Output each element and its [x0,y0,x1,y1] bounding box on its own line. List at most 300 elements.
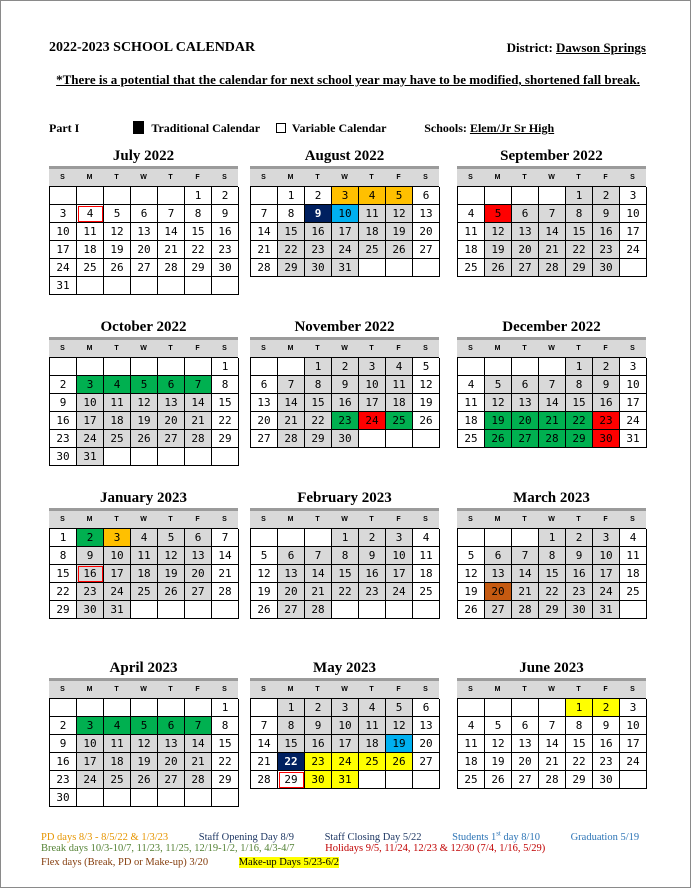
day-cell: 1 [566,358,593,376]
weekday-label: M [494,686,501,693]
day-cell: 12 [386,717,413,735]
day-cell: 30 [50,789,77,807]
empty-cell [158,789,185,807]
day-cell: 29 [539,601,566,619]
day-cell: 18 [458,753,485,771]
day-cell: 11 [620,547,647,565]
day-cell: 23 [50,771,77,789]
empty-cell [539,358,566,376]
day-cell: 14 [512,565,539,583]
day-cell: 28 [158,259,185,277]
empty-cell [158,601,185,619]
weekday-label: M [287,174,294,181]
day-cell: 19 [458,583,485,601]
empty-cell [251,699,278,717]
day-cell: 14 [278,394,305,412]
month-name: September 2022 [500,148,603,164]
day-cell: 1 [539,529,566,547]
day-cell: 16 [50,412,77,430]
day-cell: 22 [278,753,305,771]
day-cell: 27 [278,601,305,619]
weekday-label: T [576,686,581,693]
day-cell: 26 [485,430,512,448]
day-cell: 16 [566,565,593,583]
day-cell: 20 [251,412,278,430]
day-cell: 4 [620,529,647,547]
empty-cell [485,699,512,717]
day-cell: 14 [539,394,566,412]
weekday-label: M [86,345,93,352]
day-cell: 21 [512,583,539,601]
month-calendar [49,488,238,619]
weekday-label: S [60,345,65,352]
day-cell: 8 [332,547,359,565]
weekday-label: S [423,516,428,523]
day-cell: 29 [212,771,239,789]
day-cell: 18 [386,394,413,412]
day-cell: 18 [359,223,386,241]
day-cell: 12 [413,376,440,394]
weekday-label: T [114,516,119,523]
month-name: December 2022 [502,319,601,335]
weekday-label: F [195,174,200,181]
day-cell: 30 [593,771,620,789]
day-cell: 13 [413,717,440,735]
day-cell: 28 [539,771,566,789]
weekday-label: T [522,516,527,523]
month-calendar [49,146,238,295]
day-cell: 30 [332,430,359,448]
day-cell: 18 [620,565,647,583]
day-cell: 23 [593,241,620,259]
empty-cell [50,358,77,376]
day-cell: 1 [212,358,239,376]
day-cell: 15 [332,565,359,583]
empty-cell [185,448,212,466]
day-cell: 11 [77,223,104,241]
weekday-label: S [261,686,266,693]
legend-makeup-days: Make-up Days 5/23-6/2 [238,857,340,868]
day-cell: 26 [458,601,485,619]
day-cell: 26 [131,430,158,448]
day-cell: 23 [332,412,359,430]
day-cell: 2 [50,717,77,735]
day-cell: 15 [212,735,239,753]
day-cell: 19 [413,394,440,412]
day-cell: 27 [158,430,185,448]
weekday-header [49,337,238,357]
day-cell: 8 [212,717,239,735]
weekday-label: M [494,174,501,181]
day-cell: 6 [512,376,539,394]
day-grid [250,698,439,789]
day-grid [49,528,238,619]
day-cell: 5 [131,376,158,394]
day-cell: 7 [212,529,239,547]
day-cell: 25 [620,583,647,601]
day-cell: 29 [278,259,305,277]
day-cell: 21 [251,241,278,259]
empty-cell [131,601,158,619]
day-cell: 17 [593,565,620,583]
day-cell: 2 [593,358,620,376]
weekday-label: W [341,174,348,181]
empty-cell [131,277,158,295]
day-cell: 17 [386,565,413,583]
day-cell: 22 [566,753,593,771]
schools-label: Schools: [424,121,467,135]
day-cell: 2 [359,529,386,547]
day-grid [457,698,646,789]
day-cell: 20 [158,753,185,771]
weekday-label: S [261,516,266,523]
weekday-label: S [468,686,473,693]
day-cell: 7 [251,205,278,223]
day-cell: 24 [620,412,647,430]
day-cell: 8 [539,547,566,565]
day-cell: 10 [620,376,647,394]
weekday-header [457,678,646,698]
day-cell: 4 [104,376,131,394]
day-cell: 8 [278,717,305,735]
day-cell: 1 [305,358,332,376]
weekday-label: W [548,686,555,693]
empty-cell [104,789,131,807]
weekday-label: F [396,345,401,352]
day-cell: 26 [413,412,440,430]
day-cell: 25 [359,753,386,771]
day-cell: 21 [212,565,239,583]
day-cell: 9 [359,547,386,565]
day-cell: 3 [593,529,620,547]
empty-cell [131,699,158,717]
day-cell: 4 [359,187,386,205]
day-cell: 27 [512,259,539,277]
day-cell: 12 [386,205,413,223]
weekday-label: W [341,345,348,352]
weekday-header [49,508,238,528]
day-cell: 24 [620,241,647,259]
day-cell: 14 [185,735,212,753]
day-cell: 27 [158,771,185,789]
weekday-label: S [468,516,473,523]
empty-cell [104,448,131,466]
weekday-label: F [603,686,608,693]
month-name: January 2023 [99,490,188,506]
month-calendar [250,317,439,448]
month-name: April 2023 [109,660,178,676]
day-cell: 13 [278,565,305,583]
day-cell: 15 [566,394,593,412]
day-cell: 10 [77,394,104,412]
day-cell: 19 [131,753,158,771]
day-cell: 5 [485,717,512,735]
day-cell: 30 [593,259,620,277]
day-cell: 21 [539,412,566,430]
empty-cell [212,448,239,466]
day-cell: 20 [485,583,512,601]
empty-cell [359,771,386,789]
day-cell: 20 [413,223,440,241]
day-cell: 9 [566,547,593,565]
day-cell: 8 [566,376,593,394]
day-cell: 14 [305,565,332,583]
day-cell: 17 [332,223,359,241]
day-cell: 19 [485,412,512,430]
weekday-label: S [261,174,266,181]
day-cell: 16 [305,223,332,241]
weekday-label: F [603,345,608,352]
empty-cell [278,529,305,547]
weekday-header [49,166,238,186]
day-cell: 7 [512,547,539,565]
day-cell: 6 [413,187,440,205]
empty-cell [50,187,77,205]
legend-row-3 [41,857,367,868]
day-cell: 26 [485,259,512,277]
empty-cell [458,699,485,717]
day-cell: 4 [458,376,485,394]
day-grid [49,698,238,807]
day-cell: 10 [593,547,620,565]
day-cell: 14 [539,735,566,753]
day-cell: 11 [131,547,158,565]
variable-label: Variable Calendar [291,121,387,135]
traditional-label: Traditional Calendar [151,121,260,135]
day-cell: 19 [386,223,413,241]
day-cell: 20 [512,753,539,771]
empty-cell [485,358,512,376]
empty-cell [485,187,512,205]
day-cell: 2 [212,187,239,205]
day-cell: 24 [359,412,386,430]
empty-cell [104,699,131,717]
month-calendar [457,658,646,789]
day-cell: 24 [332,753,359,771]
empty-cell [413,259,440,277]
weekday-label: T [315,686,320,693]
day-cell: 25 [104,771,131,789]
day-cell: 26 [386,241,413,259]
weekday-label: S [222,686,227,693]
empty-cell [77,358,104,376]
weekday-header [250,678,439,698]
day-cell: 25 [458,259,485,277]
day-cell: 16 [332,394,359,412]
day-cell: 7 [278,376,305,394]
empty-cell [77,187,104,205]
day-cell: 22 [50,583,77,601]
day-cell: 15 [305,394,332,412]
day-cell: 11 [359,717,386,735]
day-cell: 12 [485,735,512,753]
day-cell: 21 [305,583,332,601]
empty-cell [386,430,413,448]
day-cell: 30 [50,448,77,466]
day-cell: 28 [251,259,278,277]
weekday-label: S [630,686,635,693]
weekday-label: S [60,174,65,181]
weekday-label: T [522,174,527,181]
day-cell: 1 [212,699,239,717]
day-cell: 20 [131,241,158,259]
day-cell: 7 [539,205,566,223]
weekday-header [49,678,238,698]
day-cell: 17 [620,394,647,412]
day-cell: 5 [131,717,158,735]
empty-cell [185,358,212,376]
day-cell: 13 [485,565,512,583]
day-cell: 3 [620,358,647,376]
day-cell: 9 [593,205,620,223]
day-cell: 2 [305,187,332,205]
weekday-label: F [396,686,401,693]
day-cell: 27 [131,259,158,277]
day-cell: 24 [593,583,620,601]
empty-cell [77,699,104,717]
day-cell: 22 [305,412,332,430]
empty-cell [359,430,386,448]
empty-cell [458,529,485,547]
traditional-checkbox-filled [133,121,144,134]
month-name: March 2023 [513,490,590,506]
empty-cell [332,601,359,619]
day-cell: 4 [77,205,104,223]
day-cell: 22 [212,412,239,430]
day-cell: 12 [131,394,158,412]
weekday-header [250,166,439,186]
day-cell: 23 [593,412,620,430]
day-cell: 6 [485,547,512,565]
day-cell: 23 [305,753,332,771]
day-cell: 12 [458,565,485,583]
day-cell: 25 [131,583,158,601]
legend-graduation: Graduation 5/19 [570,831,640,843]
day-cell: 30 [566,601,593,619]
day-cell: 2 [50,376,77,394]
weekday-label: S [630,516,635,523]
day-cell: 13 [185,547,212,565]
day-cell: 23 [359,583,386,601]
day-cell: 8 [305,376,332,394]
month-calendar [250,146,439,277]
day-cell: 12 [131,735,158,753]
district-name: Dawson Springs [556,40,646,55]
day-cell: 24 [386,583,413,601]
weekday-label: M [86,174,93,181]
day-cell: 23 [305,241,332,259]
day-cell: 10 [104,547,131,565]
day-cell: 5 [386,187,413,205]
day-grid [457,186,646,277]
day-cell: 9 [50,394,77,412]
empty-cell [386,771,413,789]
empty-cell [77,789,104,807]
day-cell: 13 [131,223,158,241]
day-cell: 25 [104,430,131,448]
empty-cell [212,277,239,295]
day-cell: 27 [251,430,278,448]
day-cell: 10 [359,376,386,394]
day-cell: 28 [278,430,305,448]
day-cell: 28 [539,430,566,448]
day-cell: 1 [278,187,305,205]
month-name: June 2023 [519,660,584,676]
weekday-label: S [423,174,428,181]
day-cell: 13 [413,205,440,223]
day-cell: 2 [593,187,620,205]
day-cell: 5 [458,547,485,565]
day-cell: 3 [359,358,386,376]
day-cell: 11 [104,394,131,412]
empty-cell [251,529,278,547]
month-name: August 2022 [304,148,385,164]
empty-cell [212,789,239,807]
day-cell: 18 [77,241,104,259]
day-cell: 9 [77,547,104,565]
day-cell: 28 [305,601,332,619]
day-cell: 29 [566,771,593,789]
day-cell: 25 [386,412,413,430]
weekday-label: T [168,345,173,352]
day-cell: 26 [158,583,185,601]
day-cell: 28 [512,601,539,619]
weekday-label: M [494,345,501,352]
day-cell: 6 [131,205,158,223]
day-cell: 5 [251,547,278,565]
weekday-label: F [603,174,608,181]
weekday-label: F [195,345,200,352]
month-calendar [457,146,646,277]
day-cell: 30 [593,430,620,448]
weekday-label: T [315,174,320,181]
day-cell: 13 [512,394,539,412]
weekday-label: T [522,686,527,693]
day-cell: 5 [158,529,185,547]
day-cell: 29 [305,430,332,448]
day-cell: 6 [278,547,305,565]
empty-cell [458,187,485,205]
day-cell: 19 [158,565,185,583]
day-cell: 7 [158,205,185,223]
day-cell: 29 [212,430,239,448]
day-cell: 1 [332,529,359,547]
day-grid [49,186,238,295]
weekday-label: W [341,686,348,693]
day-cell: 17 [620,223,647,241]
weekday-label: T [369,686,374,693]
day-cell: 24 [620,753,647,771]
day-cell: 23 [566,583,593,601]
day-cell: 20 [278,583,305,601]
day-cell: 30 [305,771,332,789]
weekday-label: F [396,174,401,181]
empty-cell [539,699,566,717]
weekday-label: W [140,345,147,352]
empty-cell [539,187,566,205]
legend-students-first-day: Students 1st day 8/10 [452,829,540,843]
day-cell: 27 [485,601,512,619]
day-cell: 16 [593,735,620,753]
day-cell: 23 [77,583,104,601]
legend-pd-days: PD days 8/3 - 8/5/22 & 1/3/23 [41,831,169,843]
day-cell: 8 [566,205,593,223]
weekday-label: W [548,516,555,523]
empty-cell [131,789,158,807]
weekday-label: F [195,686,200,693]
day-cell: 7 [251,717,278,735]
weekday-label: T [315,345,320,352]
